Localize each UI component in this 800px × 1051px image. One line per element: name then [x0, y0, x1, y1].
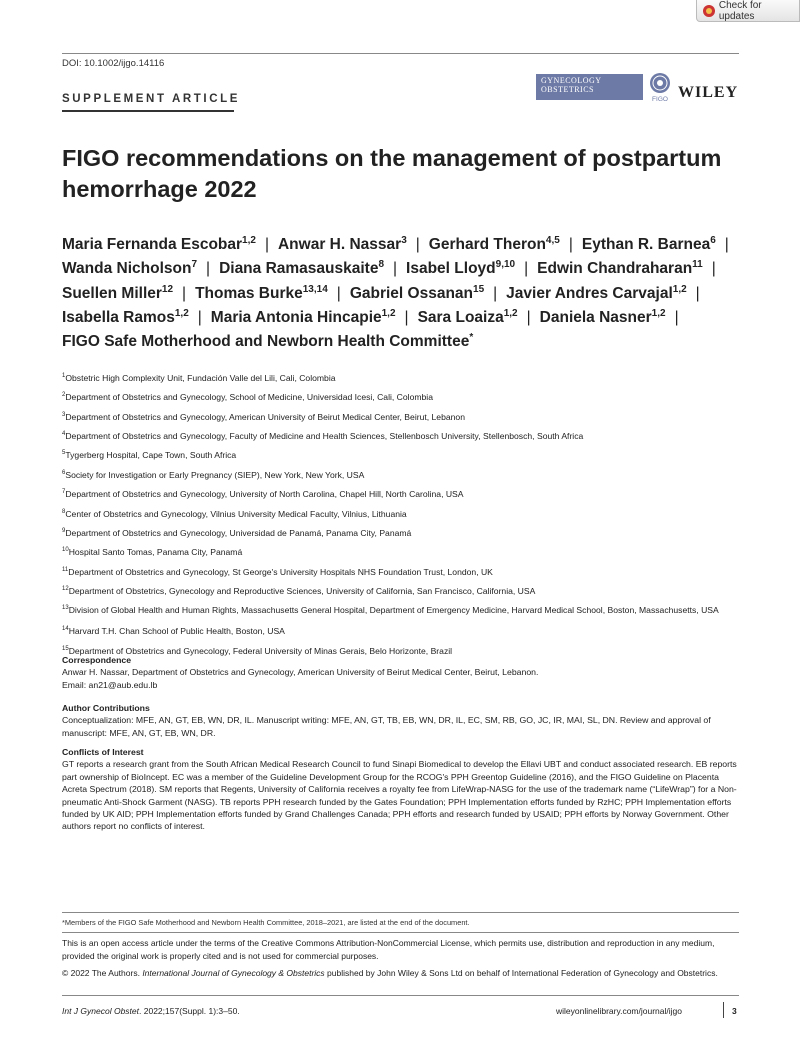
conflicts-heading: Conflicts of Interest: [62, 747, 144, 757]
author-affiliation-sup: 13,14: [302, 283, 328, 295]
affiliation-number: 9: [62, 527, 66, 534]
affiliation-item: [62, 407, 752, 426]
affiliation-item: [62, 523, 752, 542]
check-for-updates-button[interactable]: [696, 0, 800, 22]
author-affiliation-sup: 1,2: [503, 307, 518, 319]
author[interactable]: [62, 285, 173, 302]
affiliation-number: 14: [62, 626, 69, 633]
affiliation-number: 10: [62, 547, 69, 554]
license-rule: [62, 932, 739, 933]
affiliation-number: 13: [62, 605, 69, 612]
author[interactable]: [350, 285, 484, 302]
article-title: FIGO recommendations on the management of postpartum hemorrhage 2022: [62, 145, 722, 202]
affiliation-text: Department of Obstetrics and Gynecology, St George's University Hospitals NHS Foundation Trust, London, UK: [68, 566, 493, 577]
author[interactable]: [219, 260, 384, 277]
page-number: 3: [732, 1006, 737, 1016]
author-affiliation-sup: *: [469, 332, 474, 344]
author[interactable]: [406, 260, 515, 277]
author-separator: |: [724, 236, 729, 253]
author-affiliation-sup: 4,5: [545, 234, 560, 246]
author-separator: |: [197, 308, 202, 326]
header-rule: [62, 53, 739, 54]
author-name: Isabella Ramos: [62, 308, 175, 326]
author-name: Sara Loaiza: [417, 308, 504, 326]
author[interactable]: [62, 260, 197, 277]
affiliation-number: 3: [62, 411, 66, 418]
author-affiliation-sup: 6: [710, 234, 716, 246]
author[interactable]: [62, 236, 256, 253]
author-affiliation-sup: 1,2: [174, 307, 189, 319]
author-separator: |: [674, 308, 679, 326]
author-affiliation-sup: 1,2: [242, 234, 256, 246]
affiliation-text: Division of Global Health and Human Rights, Massachusetts General Hospital, Department of Emergency Medicine, Harvard Medical School, Boston, Massachusetts, USA: [68, 605, 719, 616]
copyright-text: [62, 967, 742, 980]
affiliation-number: 12: [62, 585, 69, 592]
author-separator: |: [404, 308, 409, 326]
conflicts-section: [62, 746, 742, 833]
author-name: Javier Andres Carvajal: [506, 284, 673, 302]
author-affiliation-sup: 15: [473, 283, 485, 295]
affiliations: [62, 368, 752, 660]
affiliation-number: 15: [62, 645, 69, 652]
contributions-heading: Author Contributions: [62, 703, 150, 713]
author-separator: |: [493, 284, 498, 302]
affiliation-text: Harvard T.H. Chan School of Public Health, Boston, USA: [68, 626, 285, 637]
contributions-section: [62, 702, 742, 739]
affiliation-number: 7: [62, 489, 66, 496]
author-affiliation-sup: 7: [191, 259, 198, 271]
affiliation-text: Hospital Santo Tomas, Panama City, Panamá: [68, 547, 243, 558]
affiliation-text: Department of Obstetrics and Gynecology, Universidad de Panamá, Panama City, Panamá: [65, 527, 412, 538]
affiliation-number: 6: [62, 469, 66, 476]
author-name: Daniela Nasner: [539, 308, 652, 326]
affiliation-text: Department of Obstetrics and Gynecology, Faculty of Medicine and Health Sciences, Stellenbosch University, Stellenbosch, South Africa: [65, 430, 584, 441]
copyright-suffix: published by John Wiley & Sons Ltd on behalf of International Federation of Gynecology and Obstetrics.: [324, 968, 718, 978]
correspondence-section: [62, 654, 742, 691]
affiliation-text: Center of Obstetrics and Gynecology, Vilnius University Medical Faculty, Vilnius, Lithuania: [65, 508, 407, 519]
author[interactable]: [211, 309, 396, 326]
author[interactable]: [62, 333, 473, 350]
affiliation-item: [62, 602, 752, 617]
affiliation-text: Department of Obstetrics, Gynecology and Reproductive Sciences, University of California, San Francisco, California, USA: [68, 585, 536, 596]
journal-url[interactable]: wileyonlinelibrary.com/journal/ijgo: [556, 1006, 682, 1016]
author-name: Eythan R. Barnea: [581, 236, 711, 253]
affiliation-item: [62, 387, 752, 406]
author-separator: |: [336, 284, 341, 302]
author-affiliation-sup: 1,2: [381, 307, 396, 319]
crossmark-icon: [703, 5, 715, 17]
affiliation-item: [62, 621, 752, 640]
affiliation-text: Department of Obstetrics and Gynecology, School of Medicine, Universidad Icesi, Cali, Colombia: [65, 392, 433, 403]
affiliation-number: 4: [62, 431, 66, 438]
author-name: Diana Ramasauskaite: [219, 260, 379, 278]
article-type-underline: [62, 110, 234, 112]
affiliation-text: Department of Obstetrics and Gynecology, Federal University of Minas Gerais, Belo Horizonte, Brazil: [68, 645, 453, 656]
contributions-text: Conceptualization: MFE, AN, GT, EB, WN, DR, IL. Manuscript writing: MFE, AN, GT, TB, EB, WN, DR, IL, EC, SM, RB, GO, JC, IR, MAI, SL, DN. Review and approval of manuscript: MFE, AN, GT, EB, WN, DR.: [62, 715, 711, 738]
affiliation-item: [62, 465, 752, 484]
author-separator: |: [393, 260, 398, 278]
author-name: Suellen Miller: [62, 284, 162, 302]
author[interactable]: [195, 285, 328, 302]
author-separator: |: [206, 260, 211, 278]
check-for-updates-label: Check for updates: [718, 0, 762, 22]
footer-rule: [62, 995, 739, 996]
affiliation-number: 11: [62, 566, 69, 573]
author-separator: |: [568, 236, 573, 253]
affiliation-item: [62, 581, 752, 600]
affiliation-item: [62, 426, 752, 445]
author-name: Wanda Nicholson: [62, 260, 192, 278]
author[interactable]: [582, 236, 716, 253]
citation: [62, 1006, 240, 1016]
author[interactable]: [278, 236, 407, 253]
author-separator: |: [415, 236, 420, 253]
author-affiliation-sup: 12: [161, 283, 174, 295]
doi[interactable]: DOI: 10.1002/ijgo.14116: [62, 58, 165, 69]
copyright-journal: International Journal of Gynecology & Obstetrics: [142, 968, 325, 978]
author-list: [62, 233, 752, 354]
correspondence-email[interactable]: Email: an21@aub.edu.lb: [62, 679, 158, 690]
author-affiliation-sup: 1,2: [672, 283, 687, 295]
figo-logo-text: FIGO: [652, 96, 668, 102]
copyright-prefix: © 2022 The Authors.: [62, 968, 143, 978]
affiliation-item: [62, 368, 752, 387]
author-separator: |: [524, 260, 529, 278]
affiliation-item: [62, 484, 752, 503]
correspondence-heading: Correspondence: [62, 655, 132, 665]
journal-logo-line2: OBSTETRICS: [541, 84, 595, 94]
author-affiliation-sup: 9,10: [495, 259, 516, 271]
author-name: Anwar H. Nassar: [277, 236, 402, 253]
author-name: Edwin Chandraharan: [537, 260, 693, 278]
affiliation-text: Department of Obstetrics and Gynecology, American University of Beirut Medical Center, Beirut, Lebanon: [65, 411, 465, 422]
author-separator: |: [182, 284, 187, 302]
author-separator: |: [264, 236, 269, 253]
affiliation-number: 8: [62, 508, 66, 515]
author[interactable]: [537, 260, 703, 277]
author[interactable]: [418, 309, 518, 326]
affiliation-item: [62, 445, 752, 464]
journal-logo: [536, 74, 643, 100]
author-name: FIGO Safe Motherhood and Newborn Health Committee: [62, 333, 470, 351]
affiliation-item: [62, 542, 752, 561]
author[interactable]: [429, 236, 560, 253]
license-text: This is an open access article under the terms of the Creative Commons Attribution-NonCommercial License, which permits use, distribution and reproduction in any medium, provided the original work is properly cited and is not used for commercial purposes.: [62, 938, 715, 961]
affiliation-text: Tygerberg Hospital, Cape Town, South Africa: [65, 450, 237, 461]
committee-footnote: *Members of the FIGO Safe Motherhood and Newborn Health Committee, 2018–2021, are listed at the end of the document.: [62, 918, 470, 927]
affiliation-text: Department of Obstetrics and Gynecology, University of North Carolina, Chapel Hill, North Carolina, USA: [65, 489, 464, 500]
publisher-logo: WILEY: [678, 84, 739, 101]
author[interactable]: [62, 309, 189, 326]
author-separator: |: [526, 308, 531, 326]
article-type: SUPPLEMENT ARTICLE: [62, 93, 240, 105]
author-name: Maria Fernanda Escobar: [62, 236, 243, 253]
author[interactable]: [506, 285, 687, 302]
author-name: Isabel Lloyd: [406, 260, 496, 278]
citation-rest: . 2022;157(Suppl. 1):3–50.: [139, 1006, 240, 1016]
correspondence-address: Anwar H. Nassar, Department of Obstetrics and Gynecology, American University of Beirut Medical Center, Beirut, Lebanon.: [62, 667, 539, 678]
affiliation-number: 1: [62, 373, 66, 379]
author-affiliation-sup: 3: [401, 234, 407, 246]
author-affiliation-sup: 8: [378, 259, 385, 271]
author-separator: |: [711, 260, 716, 278]
affiliation-item: [62, 504, 752, 523]
conflicts-text: GT reports a research grant from the South African Medical Research Council to fund Sinapi Biomedical to develop the Ellavi UBT and conduct associated research. EB reports part ownership of BioIncept. EC was a member of the Guideline Development Group for the RCOG's PPH Greentop Guideline (2016), and the FIGO Guideline on Placenta Acreta Spectrum (2018). SM reports that Regents, University of California receives a royalty fee from LifeWrap-NASG for the use of the trademark name (“LifeWrap”) for a Non-pneumatic Anti-Shock Garment (NASG). TB reports PPH research funded by the Gates Foundation; PPH Implementation efforts funded by RzHC; PPH Implementation efforts funded by UK AID; PPH Implementation efforts funded by Grand Challenges Canada; PPH efforts and research funded by USAID; PPH efforts by Norway Government. Other authors report no conflicts of interest.: [62, 759, 737, 832]
affiliation-number: 2: [62, 392, 66, 399]
author-name: Thomas Burke: [195, 284, 303, 302]
author-affiliation-sup: 11: [692, 259, 703, 271]
author[interactable]: [540, 309, 666, 326]
author-name: Maria Antonia Hincapie: [210, 308, 382, 326]
citation-journal: Int J Gynecol Obstet: [62, 1006, 140, 1016]
affiliation-text: Obstetric High Complexity Unit, Fundación Valle del Lili, Cali, Colombia: [65, 372, 336, 383]
author-name: Gerhard Theron: [428, 236, 546, 253]
affiliation-text: Society for Investigation or Early Pregnancy (SIEP), New York, New York, USA: [65, 469, 365, 480]
affiliation-item: [62, 562, 752, 581]
figo-logo-icon: [648, 72, 672, 102]
author-separator: |: [695, 284, 700, 302]
page-separator: [723, 1002, 724, 1018]
author-name: Gabriel Ossanan: [349, 284, 474, 302]
author-affiliation-sup: 1,2: [651, 307, 666, 319]
footnote-rule: [62, 912, 739, 913]
journal-logo-line1: GYNECOLOGY: [541, 76, 602, 85]
affiliation-number: 5: [62, 450, 66, 457]
